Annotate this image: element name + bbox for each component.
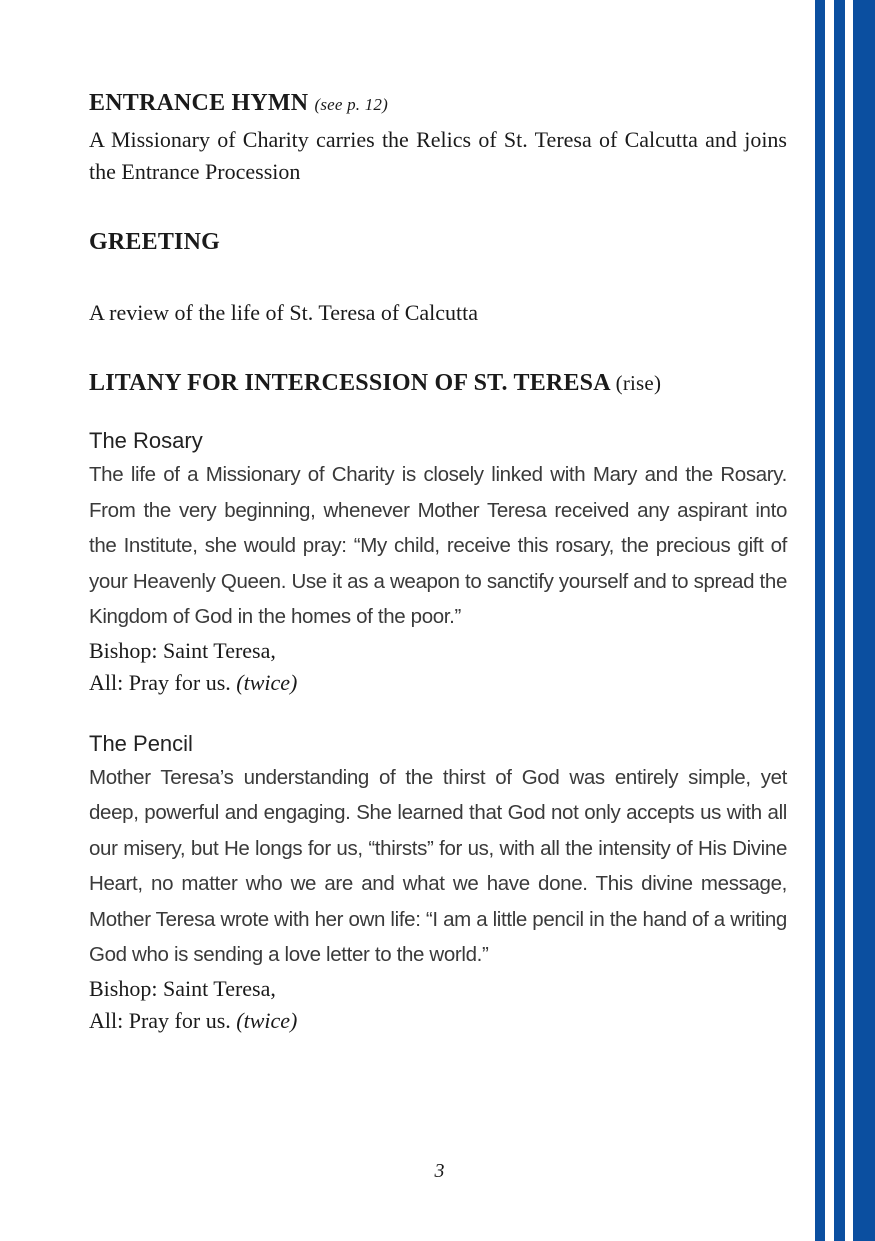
- pencil-all-note: (twice): [236, 1007, 298, 1033]
- rosary-all-line: [89, 667, 787, 699]
- rosary-text: The life of a Missionary of Charity is closely linked with Mary and the Rosary. From the very beginning, whenever Mother Teresa received any aspirant into the Institute, she would pray: “My child, receive this rosary, the precious gift of your Heavenly Queen. Use it as a weapon to sanctify yourself and to spread the Kingdom of God in the homes of the poor.”: [89, 463, 787, 628]
- greeting-text: A review of the life of St. Teresa of Calcutta: [89, 300, 479, 325]
- stripe-3: [853, 0, 875, 1241]
- stripe-2: [834, 0, 845, 1241]
- pencil-text: Mother Teresa’s understanding of the thirst of God was entirely simple, yet deep, powerful and engaging. She learned that God not only accepts us with all our misery, but He longs for us, “thirsts” for us, with all the intensity of His Divine Heart, no matter who we are and what we have done. This divine message, Mother Teresa wrote with her own life: “I am a little pencil in the hand of a writing God who is sending a love letter to the world.”: [89, 765, 787, 966]
- pencil-heading: The Pencil: [89, 730, 193, 756]
- rosary-bishop-line: Bishop: Saint Teresa,: [89, 637, 276, 663]
- stripe-1: [815, 0, 825, 1241]
- page-content: [89, 86, 787, 1037]
- rosary-all-note: (twice): [236, 669, 298, 695]
- litany-heading: [89, 366, 787, 400]
- litany-title: LITANY FOR INTERCESSION OF ST. TERESA: [89, 370, 610, 396]
- entrance-hymn-note: (see p. 12): [314, 95, 388, 114]
- pencil-all-line: [89, 1005, 787, 1037]
- greeting-heading: GREETING: [89, 229, 220, 255]
- entrance-hymn-heading: [89, 86, 787, 122]
- rosary-all-text: All: Pray for us.: [89, 669, 231, 695]
- page-number: 3: [434, 1160, 445, 1182]
- pencil-bishop-line: Bishop: Saint Teresa,: [89, 975, 276, 1001]
- entrance-hymn-title: ENTRANCE HYMN: [89, 90, 309, 116]
- litany-note: (rise): [615, 371, 662, 395]
- entrance-hymn-text: A Missionary of Charity carries the Relics of St. Teresa of Calcutta and joins the Entrance Procession: [89, 127, 787, 184]
- pencil-all-text: All: Pray for us.: [89, 1007, 231, 1033]
- decorative-stripes: [815, 0, 875, 1241]
- rosary-heading: The Rosary: [89, 428, 203, 453]
